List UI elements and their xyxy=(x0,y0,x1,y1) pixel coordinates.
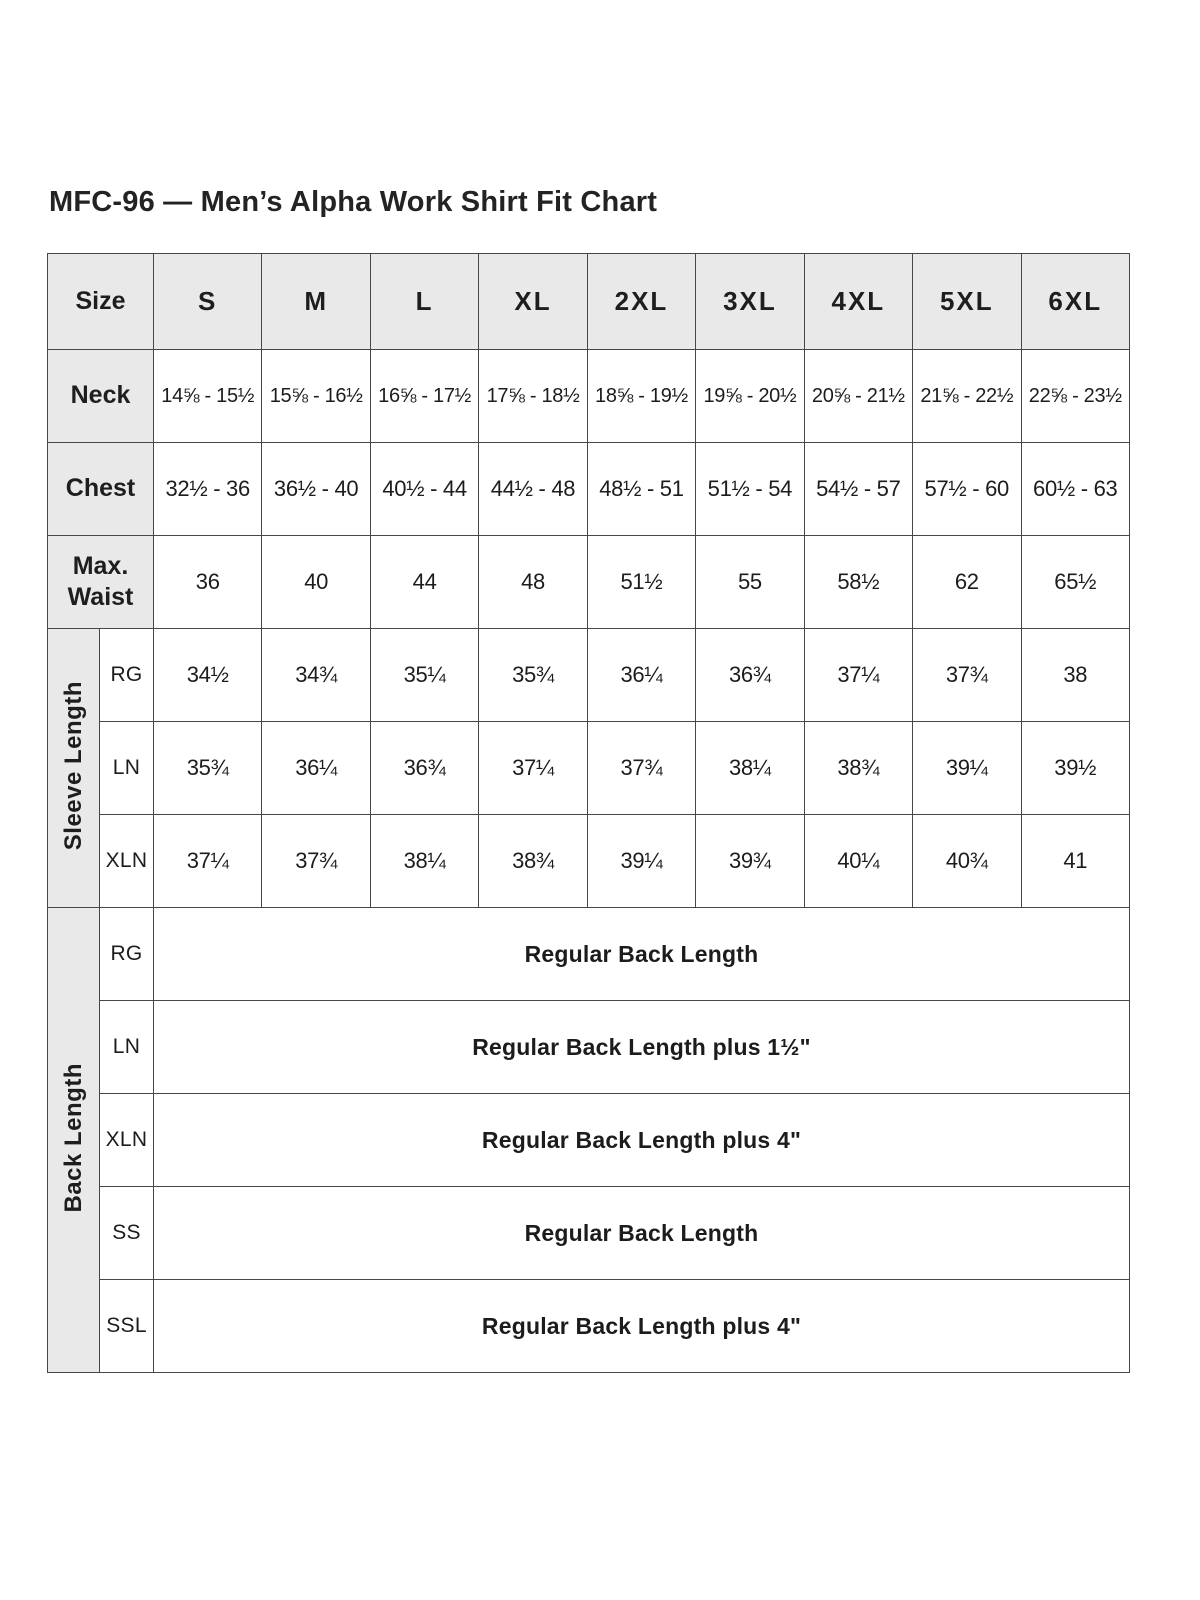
cell: 54½ - 57 xyxy=(804,443,912,536)
cell: 18⅝ - 19½ xyxy=(587,350,695,443)
cell: 51½ xyxy=(587,536,695,629)
cell: 38¾ xyxy=(804,722,912,815)
cell: 39¼ xyxy=(913,722,1021,815)
cell: 17⅝ - 18½ xyxy=(479,350,587,443)
neck-label: Neck xyxy=(48,350,154,443)
cell: 39¾ xyxy=(696,815,804,908)
sleeve-ln-row xyxy=(48,722,1130,815)
cell: 40¾ xyxy=(913,815,1021,908)
cell: 19⅝ - 20½ xyxy=(696,350,804,443)
back-rg-row xyxy=(48,908,1130,1001)
cell: 36½ - 40 xyxy=(262,443,370,536)
cell: 21⅝ - 22½ xyxy=(913,350,1021,443)
cell: 44½ - 48 xyxy=(479,443,587,536)
back-rg-value: Regular Back Length xyxy=(154,908,1130,1001)
cell: 48½ - 51 xyxy=(587,443,695,536)
size-header-2xl: 2XL xyxy=(587,254,695,350)
back-ssl-label: SSL xyxy=(100,1280,154,1373)
back-xln-row xyxy=(48,1094,1130,1187)
back-ln-label: LN xyxy=(100,1001,154,1094)
cell: 40 xyxy=(262,536,370,629)
cell: 22⅝ - 23½ xyxy=(1021,350,1130,443)
cell: 58½ xyxy=(804,536,912,629)
sleeve-rg-label: RG xyxy=(100,629,154,722)
cell: 60½ - 63 xyxy=(1021,443,1130,536)
cell: 37¾ xyxy=(913,629,1021,722)
cell: 40½ - 44 xyxy=(370,443,478,536)
cell: 15⅝ - 16½ xyxy=(262,350,370,443)
cell: 38¼ xyxy=(696,722,804,815)
neck-row xyxy=(48,350,1130,443)
back-ssl-row xyxy=(48,1280,1130,1373)
cell: 14⅝ - 15½ xyxy=(154,350,262,443)
cell: 16⅝ - 17½ xyxy=(370,350,478,443)
back-ln-row xyxy=(48,1001,1130,1094)
size-header-4xl: 4XL xyxy=(804,254,912,350)
sleeve-rg-row xyxy=(48,629,1130,722)
cell: 35¾ xyxy=(479,629,587,722)
cell: 48 xyxy=(479,536,587,629)
cell: 40¼ xyxy=(804,815,912,908)
cell: 35¾ xyxy=(154,722,262,815)
back-rg-label: RG xyxy=(100,908,154,1001)
size-header-row xyxy=(48,254,1130,350)
cell: 32½ - 36 xyxy=(154,443,262,536)
cell: 39¼ xyxy=(587,815,695,908)
fit-chart-table xyxy=(47,253,1130,1373)
cell: 65½ xyxy=(1021,536,1130,629)
sleeve-xln-label: XLN xyxy=(100,815,154,908)
size-header-5xl: 5XL xyxy=(913,254,1021,350)
cell: 38¾ xyxy=(479,815,587,908)
size-header-m: M xyxy=(262,254,370,350)
cell: 44 xyxy=(370,536,478,629)
chest-label: Chest xyxy=(48,443,154,536)
size-header-l: L xyxy=(370,254,478,350)
back-xln-value: Regular Back Length plus 4" xyxy=(154,1094,1130,1187)
back-length-group-label: Back Length xyxy=(59,1062,87,1213)
cell: 36¼ xyxy=(587,629,695,722)
sleeve-length-group-label: Sleeve Length xyxy=(59,680,87,851)
cell: 36 xyxy=(154,536,262,629)
back-length-group-cell xyxy=(48,908,100,1373)
cell: 36¾ xyxy=(696,629,804,722)
chest-row xyxy=(48,443,1130,536)
back-ss-label: SS xyxy=(100,1187,154,1280)
cell: 41 xyxy=(1021,815,1130,908)
cell: 35¼ xyxy=(370,629,478,722)
cell: 51½ - 54 xyxy=(696,443,804,536)
cell: 55 xyxy=(696,536,804,629)
back-ss-row xyxy=(48,1187,1130,1280)
cell: 37¼ xyxy=(804,629,912,722)
cell: 37¾ xyxy=(587,722,695,815)
cell: 34¾ xyxy=(262,629,370,722)
cell: 37¼ xyxy=(154,815,262,908)
page-title: MFC-96 — Men’s Alpha Work Shirt Fit Chart xyxy=(49,186,658,218)
max-waist-row xyxy=(48,536,1130,629)
size-header-6xl: 6XL xyxy=(1021,254,1130,350)
cell: 37¾ xyxy=(262,815,370,908)
back-ssl-value: Regular Back Length plus 4" xyxy=(154,1280,1130,1373)
cell: 38¼ xyxy=(370,815,478,908)
back-ss-value: Regular Back Length xyxy=(154,1187,1130,1280)
cell: 39½ xyxy=(1021,722,1130,815)
size-header-xl: XL xyxy=(479,254,587,350)
size-corner-label: Size xyxy=(48,254,154,350)
cell: 36¼ xyxy=(262,722,370,815)
back-ln-value: Regular Back Length plus 1½" xyxy=(154,1001,1130,1094)
sleeve-length-group-cell xyxy=(48,629,100,908)
sleeve-ln-label: LN xyxy=(100,722,154,815)
size-header-3xl: 3XL xyxy=(696,254,804,350)
cell: 62 xyxy=(913,536,1021,629)
cell: 34½ xyxy=(154,629,262,722)
cell: 37¼ xyxy=(479,722,587,815)
cell: 38 xyxy=(1021,629,1130,722)
back-xln-label: XLN xyxy=(100,1094,154,1187)
cell: 20⅝ - 21½ xyxy=(804,350,912,443)
cell: 57½ - 60 xyxy=(913,443,1021,536)
size-header-s: S xyxy=(154,254,262,350)
max-waist-label: Max. Waist xyxy=(48,536,154,629)
cell: 36¾ xyxy=(370,722,478,815)
sleeve-xln-row xyxy=(48,815,1130,908)
